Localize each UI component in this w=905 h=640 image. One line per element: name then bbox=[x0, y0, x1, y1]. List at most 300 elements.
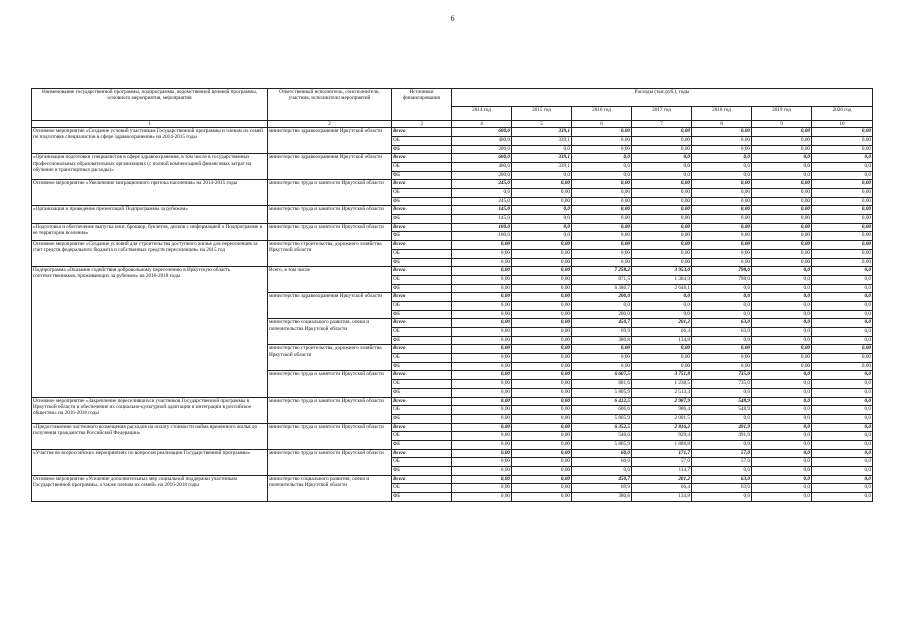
column-number: 1 bbox=[32, 121, 268, 128]
amount-cell: 0,0 bbox=[812, 293, 873, 302]
amount-cell: 0,00 bbox=[692, 354, 752, 363]
amount-cell: 0,00 bbox=[452, 336, 512, 345]
table-row bbox=[32, 267, 873, 276]
amount-cell: 2 648,1 bbox=[632, 284, 692, 293]
amount-cell: 0,0 bbox=[812, 458, 873, 467]
amount-cell: 0,00 bbox=[512, 180, 572, 189]
amount-cell: 0,0 bbox=[752, 493, 812, 502]
funding-source-cell: Всего bbox=[392, 128, 452, 137]
amount-cell: 0,0 bbox=[812, 388, 873, 397]
amount-cell: 0,00 bbox=[512, 475, 572, 484]
amount-cell: 0,0 bbox=[752, 475, 812, 484]
header-year: 2016 год bbox=[572, 107, 632, 121]
amount-cell: 66,4 bbox=[632, 484, 692, 493]
amount-cell: 0,0 bbox=[812, 328, 873, 337]
amount-cell: 0,00 bbox=[512, 414, 572, 423]
amount-cell: 339,1 bbox=[512, 128, 572, 137]
amount-cell: 0,00 bbox=[632, 180, 692, 189]
amount-cell: 0,0 bbox=[752, 293, 812, 302]
amount-cell: 0,0 bbox=[752, 171, 812, 180]
amount-cell: 0,0 bbox=[692, 414, 752, 423]
amount-cell: 0,00 bbox=[812, 345, 873, 354]
amount-cell: 0,00 bbox=[572, 345, 632, 354]
executor-cell: министерство социального развития, опеки и попечительства Иркутской области bbox=[268, 475, 392, 501]
executor-cell: министерство труда и занятости Иркутской области bbox=[268, 180, 392, 206]
amount-cell: 0,00 bbox=[452, 406, 512, 415]
amount-cell: 0,0 bbox=[632, 301, 692, 310]
amount-cell: 0,00 bbox=[452, 493, 512, 502]
table-row bbox=[32, 423, 873, 432]
amount-cell: 0,00 bbox=[572, 136, 632, 145]
amount-cell: 798,0 bbox=[692, 267, 752, 276]
amount-cell: 0,00 bbox=[452, 458, 512, 467]
amount-cell: 0,00 bbox=[812, 206, 873, 215]
amount-cell: 63,0 bbox=[692, 319, 752, 328]
amount-cell: 0,00 bbox=[512, 354, 572, 363]
amount-cell: 0,00 bbox=[572, 180, 632, 189]
amount-cell: 2 001,5 bbox=[632, 414, 692, 423]
funding-source-cell: ОБ bbox=[392, 249, 452, 258]
amount-cell: 0,00 bbox=[572, 249, 632, 258]
amount-cell: 0,00 bbox=[512, 458, 572, 467]
column-number: 2 bbox=[268, 121, 392, 128]
amount-cell: 0,00 bbox=[512, 371, 572, 380]
funding-source-cell: ФБ bbox=[392, 414, 452, 423]
amount-cell: 3 953,0 bbox=[632, 267, 692, 276]
amount-cell: 0,00 bbox=[512, 249, 572, 258]
amount-cell: 1 304,9 bbox=[632, 275, 692, 284]
amount-cell: 0,00 bbox=[632, 206, 692, 215]
amount-cell: 0,00 bbox=[752, 215, 812, 224]
amount-cell: 0,00 bbox=[572, 354, 632, 363]
amount-cell: 0,0 bbox=[812, 423, 873, 432]
header-program-name: Наименование государственной программы, подпрограммы, ведомственной целевой программы, основного мероприятия, мероприятия bbox=[32, 89, 268, 121]
amount-cell: 0,0 bbox=[752, 406, 812, 415]
amount-cell: 200,0 bbox=[572, 293, 632, 302]
amount-cell: 63,0 bbox=[692, 475, 752, 484]
amount-cell: 0,00 bbox=[692, 258, 752, 267]
amount-cell: 63,0 bbox=[692, 328, 752, 337]
amount-cell: 0,00 bbox=[452, 275, 512, 284]
amount-cell: 0,00 bbox=[512, 284, 572, 293]
executor-cell: министерство социального развития, опеки и попечительства Иркутской области bbox=[268, 319, 392, 345]
amount-cell: 1 238,5 bbox=[632, 380, 692, 389]
funding-source-cell: ОБ bbox=[392, 484, 452, 493]
amount-cell: 0,0 bbox=[752, 154, 812, 163]
executor-cell: министерство труда и занятости Иркутской области bbox=[268, 423, 392, 449]
executor-cell: министерство труда и занятости Иркутской области bbox=[268, 371, 392, 397]
amount-cell: 0,0 bbox=[812, 371, 873, 380]
program-name-cell: «Организация подготовки специалистов в сфере здравоохранения, в том числе в государственных профессиональных образовательных организациях (с полной компенсацией финансовых затрат на обучение и транспортных расходы)» bbox=[32, 154, 268, 180]
executor-cell: Всего, в том числе bbox=[268, 267, 392, 293]
funding-source-cell: ОБ bbox=[392, 406, 452, 415]
column-number: 10 bbox=[812, 121, 873, 128]
amount-cell: 0,0 bbox=[752, 336, 812, 345]
amount-cell: 0,00 bbox=[812, 136, 873, 145]
amount-cell: 0,0 bbox=[812, 406, 873, 415]
amount-cell: 0,00 bbox=[452, 388, 512, 397]
amount-cell: 0,00 bbox=[512, 258, 572, 267]
column-number: 8 bbox=[692, 121, 752, 128]
amount-cell: 200,0 bbox=[452, 171, 512, 180]
amount-cell: 0,00 bbox=[512, 328, 572, 337]
amount-cell: 801,6 bbox=[572, 380, 632, 389]
column-number: 4 bbox=[452, 121, 512, 128]
amount-cell: 0,00 bbox=[452, 354, 512, 363]
program-name-cell: Подпрограмма «Оказание содействия добровольному переселению в Иркутскую область соотечественников, проживающих за рубежом» на 2016-2018 годы bbox=[32, 267, 268, 397]
amount-cell: 0,0 bbox=[752, 432, 812, 441]
amount-cell: 0,00 bbox=[812, 223, 873, 232]
amount-cell: 0,00 bbox=[812, 145, 873, 154]
amount-cell: 63,0 bbox=[692, 484, 752, 493]
amount-cell: 600,0 bbox=[452, 128, 512, 137]
funding-source-cell: Всего bbox=[392, 423, 452, 432]
funding-source-cell: Всего bbox=[392, 154, 452, 163]
amount-cell: 6 607,5 bbox=[572, 371, 632, 380]
funding-source-cell: ОБ bbox=[392, 458, 452, 467]
amount-cell: 0,0 bbox=[512, 206, 572, 215]
amount-cell: 5 805,9 bbox=[572, 440, 632, 449]
amount-cell: 145,0 bbox=[452, 215, 512, 224]
amount-cell: 0,00 bbox=[572, 258, 632, 267]
amount-cell: 0,00 bbox=[452, 328, 512, 337]
funding-source-cell: ФБ bbox=[392, 388, 452, 397]
amount-cell: 0,0 bbox=[752, 162, 812, 171]
column-number: 5 bbox=[512, 121, 572, 128]
amount-cell: 0,00 bbox=[692, 180, 752, 189]
amount-cell: 0,00 bbox=[752, 189, 812, 198]
funding-source-cell: ФБ bbox=[392, 284, 452, 293]
amount-cell: 0,00 bbox=[692, 145, 752, 154]
amount-cell: 0,00 bbox=[512, 432, 572, 441]
column-number: 7 bbox=[632, 121, 692, 128]
amount-cell: 0,00 bbox=[452, 293, 512, 302]
amount-cell: 171,7 bbox=[632, 449, 692, 458]
funding-source-cell: ОБ bbox=[392, 162, 452, 171]
executor-cell: министерство строительства, дорожного хозяйства Иркутской области bbox=[268, 241, 392, 267]
amount-cell: 0,0 bbox=[752, 310, 812, 319]
amount-cell: 0,00 bbox=[572, 189, 632, 198]
header-funding-source: Источники финансирования bbox=[392, 89, 452, 121]
amount-cell: 0,0 bbox=[512, 215, 572, 224]
amount-cell: 0,0 bbox=[752, 301, 812, 310]
amount-cell: 986,4 bbox=[632, 406, 692, 415]
amount-cell: 0,0 bbox=[752, 371, 812, 380]
amount-cell: 0,00 bbox=[812, 362, 873, 371]
amount-cell: 0,00 bbox=[512, 293, 572, 302]
amount-cell: 0,00 bbox=[452, 241, 512, 250]
program-name-cell: Основное мероприятие «Закрепление переселившихся участников Государственной программы в Иркутской области и обеспечение их социально-культурной адаптации и интеграции в российское общество» на 2016-2018 годы bbox=[32, 397, 268, 423]
amount-cell: 0,0 bbox=[692, 310, 752, 319]
amount-cell: 491,9 bbox=[692, 423, 752, 432]
amount-cell: 0,00 bbox=[572, 128, 632, 137]
amount-cell: 600,0 bbox=[452, 154, 512, 163]
amount-cell: 0,00 bbox=[812, 258, 873, 267]
amount-cell: 0,0 bbox=[812, 267, 873, 276]
amount-cell: 339,1 bbox=[512, 154, 572, 163]
amount-cell: 0,00 bbox=[812, 189, 873, 198]
amount-cell: 400,0 bbox=[452, 162, 512, 171]
amount-cell: 0,0 bbox=[812, 380, 873, 389]
executor-cell: министерство здравоохранения Иркутской области bbox=[268, 154, 392, 180]
funding-source-cell: Всего bbox=[392, 293, 452, 302]
amount-cell: 0,0 bbox=[452, 189, 512, 198]
amount-cell: 0,0 bbox=[752, 388, 812, 397]
amount-cell: 0,0 bbox=[752, 440, 812, 449]
amount-cell: 0,00 bbox=[512, 388, 572, 397]
amount-cell: 0,00 bbox=[572, 241, 632, 250]
amount-cell: 0,0 bbox=[812, 310, 873, 319]
amount-cell: 380,8 bbox=[572, 493, 632, 502]
funding-source-cell: Всего bbox=[392, 475, 452, 484]
amount-cell: 0,0 bbox=[752, 414, 812, 423]
amount-cell: 0,00 bbox=[512, 397, 572, 406]
amount-cell: 134,8 bbox=[632, 336, 692, 345]
amount-cell: 0,0 bbox=[812, 440, 873, 449]
amount-cell: 0,00 bbox=[512, 189, 572, 198]
amount-cell: 0,00 bbox=[512, 275, 572, 284]
amount-cell: 0,0 bbox=[632, 162, 692, 171]
amount-cell: 0,00 bbox=[512, 380, 572, 389]
amount-cell: 200,0 bbox=[452, 145, 512, 154]
amount-cell: 2 987,9 bbox=[632, 397, 692, 406]
amount-cell: 0,00 bbox=[452, 267, 512, 276]
amount-cell: 0,0 bbox=[752, 319, 812, 328]
amount-cell: 0,00 bbox=[512, 406, 572, 415]
amount-cell: 0,0 bbox=[812, 284, 873, 293]
amount-cell: 0,0 bbox=[752, 397, 812, 406]
table-row bbox=[32, 397, 873, 406]
table-row bbox=[32, 154, 873, 163]
amount-cell: 6 412,5 bbox=[572, 397, 632, 406]
amount-cell: 0,00 bbox=[632, 128, 692, 137]
table-row bbox=[32, 223, 873, 232]
amount-cell: 0,0 bbox=[692, 388, 752, 397]
amount-cell: 0,00 bbox=[752, 197, 812, 206]
amount-cell: 0,0 bbox=[812, 467, 873, 476]
amount-cell: 245,0 bbox=[452, 180, 512, 189]
amount-cell: 0,00 bbox=[632, 145, 692, 154]
amount-cell: 100,0 bbox=[452, 223, 512, 232]
amount-cell: 0,0 bbox=[692, 284, 752, 293]
funding-source-cell: Всего bbox=[392, 223, 452, 232]
amount-cell: 69,9 bbox=[572, 328, 632, 337]
amount-cell: 0,00 bbox=[752, 232, 812, 241]
amount-cell: 798,0 bbox=[692, 275, 752, 284]
amount-cell: 0,00 bbox=[632, 223, 692, 232]
amount-cell: 0,00 bbox=[452, 432, 512, 441]
amount-cell: 0,00 bbox=[632, 215, 692, 224]
table-body bbox=[32, 89, 873, 502]
program-name-cell: «Организация и проведение презентаций Подпрограммы за рубежом» bbox=[32, 206, 268, 223]
amount-cell: 0,0 bbox=[752, 380, 812, 389]
header-year: 2018 год bbox=[692, 107, 752, 121]
amount-cell: 0,00 bbox=[512, 241, 572, 250]
amount-cell: 0,00 bbox=[572, 206, 632, 215]
amount-cell: 66,4 bbox=[632, 328, 692, 337]
program-name-cell: «Участие во всероссийских мероприятиях по вопросам реализации Государственной программы» bbox=[32, 449, 268, 475]
amount-cell: 0,0 bbox=[632, 154, 692, 163]
funding-source-cell: ФБ bbox=[392, 362, 452, 371]
amount-cell: 0,00 bbox=[452, 319, 512, 328]
amount-cell: 450,7 bbox=[572, 475, 632, 484]
amount-cell: 57,0 bbox=[632, 458, 692, 467]
amount-cell: 0,00 bbox=[512, 310, 572, 319]
funding-source-cell: ФБ bbox=[392, 440, 452, 449]
funding-source-cell: ОБ bbox=[392, 136, 452, 145]
amount-cell: 2 816,2 bbox=[632, 423, 692, 432]
amount-cell: 0,00 bbox=[632, 362, 692, 371]
amount-cell: 0,00 bbox=[452, 362, 512, 371]
amount-cell: 0,0 bbox=[752, 484, 812, 493]
program-name-cell: «Подготовка и обеспечение выпуска книг, брошюр, буклетов, дисков с информацией о Подпрограмме и ее территории вселения» bbox=[32, 223, 268, 240]
amount-cell: 0,00 bbox=[632, 345, 692, 354]
amount-cell: 0,0 bbox=[812, 154, 873, 163]
amount-cell: 0,00 bbox=[692, 128, 752, 137]
amount-cell: 0,00 bbox=[812, 249, 873, 258]
amount-cell: 69,9 bbox=[572, 484, 632, 493]
amount-cell: 0,00 bbox=[512, 467, 572, 476]
funding-source-cell: ОБ bbox=[392, 275, 452, 284]
amount-cell: 0,0 bbox=[752, 467, 812, 476]
amount-cell: 0,00 bbox=[452, 345, 512, 354]
table-row bbox=[32, 449, 873, 458]
amount-cell: 60,0 bbox=[572, 449, 632, 458]
amount-cell: 0,0 bbox=[512, 171, 572, 180]
table-row bbox=[32, 128, 873, 137]
amount-cell: 0,00 bbox=[632, 136, 692, 145]
amount-cell: 929,4 bbox=[632, 432, 692, 441]
header-year: 2015 год bbox=[512, 107, 572, 121]
amount-cell: 0,0 bbox=[512, 145, 572, 154]
program-name-cell: Основное мероприятие «Увеличение миграционного притока населения» на 2014-2015 годы bbox=[32, 180, 268, 206]
amount-cell: 5 805,9 bbox=[572, 414, 632, 423]
amount-cell: 6 352,5 bbox=[572, 423, 632, 432]
funding-source-cell: Всего bbox=[392, 397, 452, 406]
amount-cell: 0,00 bbox=[692, 206, 752, 215]
amount-cell: 380,8 bbox=[572, 336, 632, 345]
amount-cell: 0,0 bbox=[812, 162, 873, 171]
amount-cell: 0,00 bbox=[752, 206, 812, 215]
amount-cell: 0,00 bbox=[692, 232, 752, 241]
program-name-cell: Основное мероприятие «Создание условий участникам Государственной программы и членам их семей по подготовке специалистов в сфере здравоохранения» на 2014-2015 годы bbox=[32, 128, 268, 154]
funding-source-cell: ФБ bbox=[392, 467, 452, 476]
funding-source-cell: ФБ bbox=[392, 336, 452, 345]
amount-cell: 145,0 bbox=[452, 206, 512, 215]
program-name-cell: Основное мероприятие «Создание условий для строительства доступного жилья для переселенцев за счет средств федерального бюджета и собственных средств переселенцев» на 2015 год bbox=[32, 241, 268, 267]
amount-cell: 0,00 bbox=[572, 223, 632, 232]
funding-source-cell: ФБ bbox=[392, 145, 452, 154]
amount-cell: 0,00 bbox=[812, 232, 873, 241]
amount-cell: 57,0 bbox=[692, 449, 752, 458]
amount-cell: 60,0 bbox=[572, 458, 632, 467]
amount-cell: 0,0 bbox=[692, 440, 752, 449]
executor-cell: министерство здравоохранения Иркутской области bbox=[268, 128, 392, 154]
amount-cell: 0,0 bbox=[692, 154, 752, 163]
amount-cell: 0,00 bbox=[452, 371, 512, 380]
funding-source-cell: Всего bbox=[392, 449, 452, 458]
amount-cell: 0,0 bbox=[752, 423, 812, 432]
amount-cell: 0,00 bbox=[692, 215, 752, 224]
funding-source-cell: Всего bbox=[392, 319, 452, 328]
table-row bbox=[32, 475, 873, 484]
amount-cell: 0,00 bbox=[452, 423, 512, 432]
amount-cell: 0,00 bbox=[692, 197, 752, 206]
amount-cell: 735,0 bbox=[692, 380, 752, 389]
amount-cell: 871,5 bbox=[572, 275, 632, 284]
table-row bbox=[32, 206, 873, 215]
funding-source-cell: Всего bbox=[392, 371, 452, 380]
amount-cell: 200,0 bbox=[572, 310, 632, 319]
amount-cell: 0,00 bbox=[692, 249, 752, 258]
funding-source-cell: Всего bbox=[392, 267, 452, 276]
amount-cell: 606,6 bbox=[572, 406, 632, 415]
amount-cell: 7 258,2 bbox=[572, 267, 632, 276]
amount-cell: 0,00 bbox=[512, 362, 572, 371]
executor-cell: министерство строительства, дорожного хозяйства Иркутской области bbox=[268, 345, 392, 371]
amount-cell: 0,00 bbox=[752, 180, 812, 189]
amount-cell: 0,0 bbox=[812, 336, 873, 345]
funding-source-cell: ФБ bbox=[392, 258, 452, 267]
funding-source-cell: Всего bbox=[392, 180, 452, 189]
amount-cell: 0,00 bbox=[452, 449, 512, 458]
amount-cell: 339,1 bbox=[512, 136, 572, 145]
amount-cell: 0,00 bbox=[512, 197, 572, 206]
amount-cell: 100,0 bbox=[452, 232, 512, 241]
amount-cell: 0,00 bbox=[692, 241, 752, 250]
amount-cell: 201,2 bbox=[632, 475, 692, 484]
funding-source-cell: ОБ bbox=[392, 301, 452, 310]
page-number: 6 bbox=[450, 14, 455, 23]
amount-cell: 0,00 bbox=[692, 362, 752, 371]
header-expenses: Расходы (тыс.руб.), годы bbox=[452, 89, 873, 107]
funding-source-cell: ФБ bbox=[392, 232, 452, 241]
amount-cell: 0,00 bbox=[632, 232, 692, 241]
amount-cell: 0,00 bbox=[752, 223, 812, 232]
amount-cell: 0,0 bbox=[572, 467, 632, 476]
amount-cell: 0,00 bbox=[512, 345, 572, 354]
amount-cell: 0,0 bbox=[632, 171, 692, 180]
amount-cell: 0,0 bbox=[812, 449, 873, 458]
amount-cell: 450,7 bbox=[572, 319, 632, 328]
amount-cell: 3 751,8 bbox=[632, 371, 692, 380]
amount-cell: 0,00 bbox=[512, 493, 572, 502]
amount-cell: 0,00 bbox=[452, 475, 512, 484]
budget-table bbox=[31, 88, 873, 502]
executor-cell: министерство труда и занятости Иркутской области bbox=[268, 223, 392, 240]
amount-cell: 2 513,3 bbox=[632, 388, 692, 397]
amount-cell: 0,00 bbox=[452, 397, 512, 406]
amount-cell: 0,0 bbox=[812, 414, 873, 423]
amount-cell: 0,00 bbox=[452, 301, 512, 310]
funding-source-cell: ОБ bbox=[392, 328, 452, 337]
amount-cell: 0,00 bbox=[512, 423, 572, 432]
table-row bbox=[32, 180, 873, 189]
amount-cell: 0,00 bbox=[752, 241, 812, 250]
amount-cell: 0,0 bbox=[812, 484, 873, 493]
amount-cell: 0,00 bbox=[812, 354, 873, 363]
amount-cell: 0,00 bbox=[812, 197, 873, 206]
amount-cell: 0,00 bbox=[452, 284, 512, 293]
funding-source-cell: ФБ bbox=[392, 215, 452, 224]
amount-cell: 0,00 bbox=[632, 189, 692, 198]
amount-cell: 0,00 bbox=[452, 310, 512, 319]
amount-cell: 0,00 bbox=[752, 136, 812, 145]
amount-cell: 0,0 bbox=[692, 171, 752, 180]
amount-cell: 0,0 bbox=[692, 467, 752, 476]
amount-cell: 0,00 bbox=[812, 128, 873, 137]
amount-cell: 548,9 bbox=[692, 397, 752, 406]
